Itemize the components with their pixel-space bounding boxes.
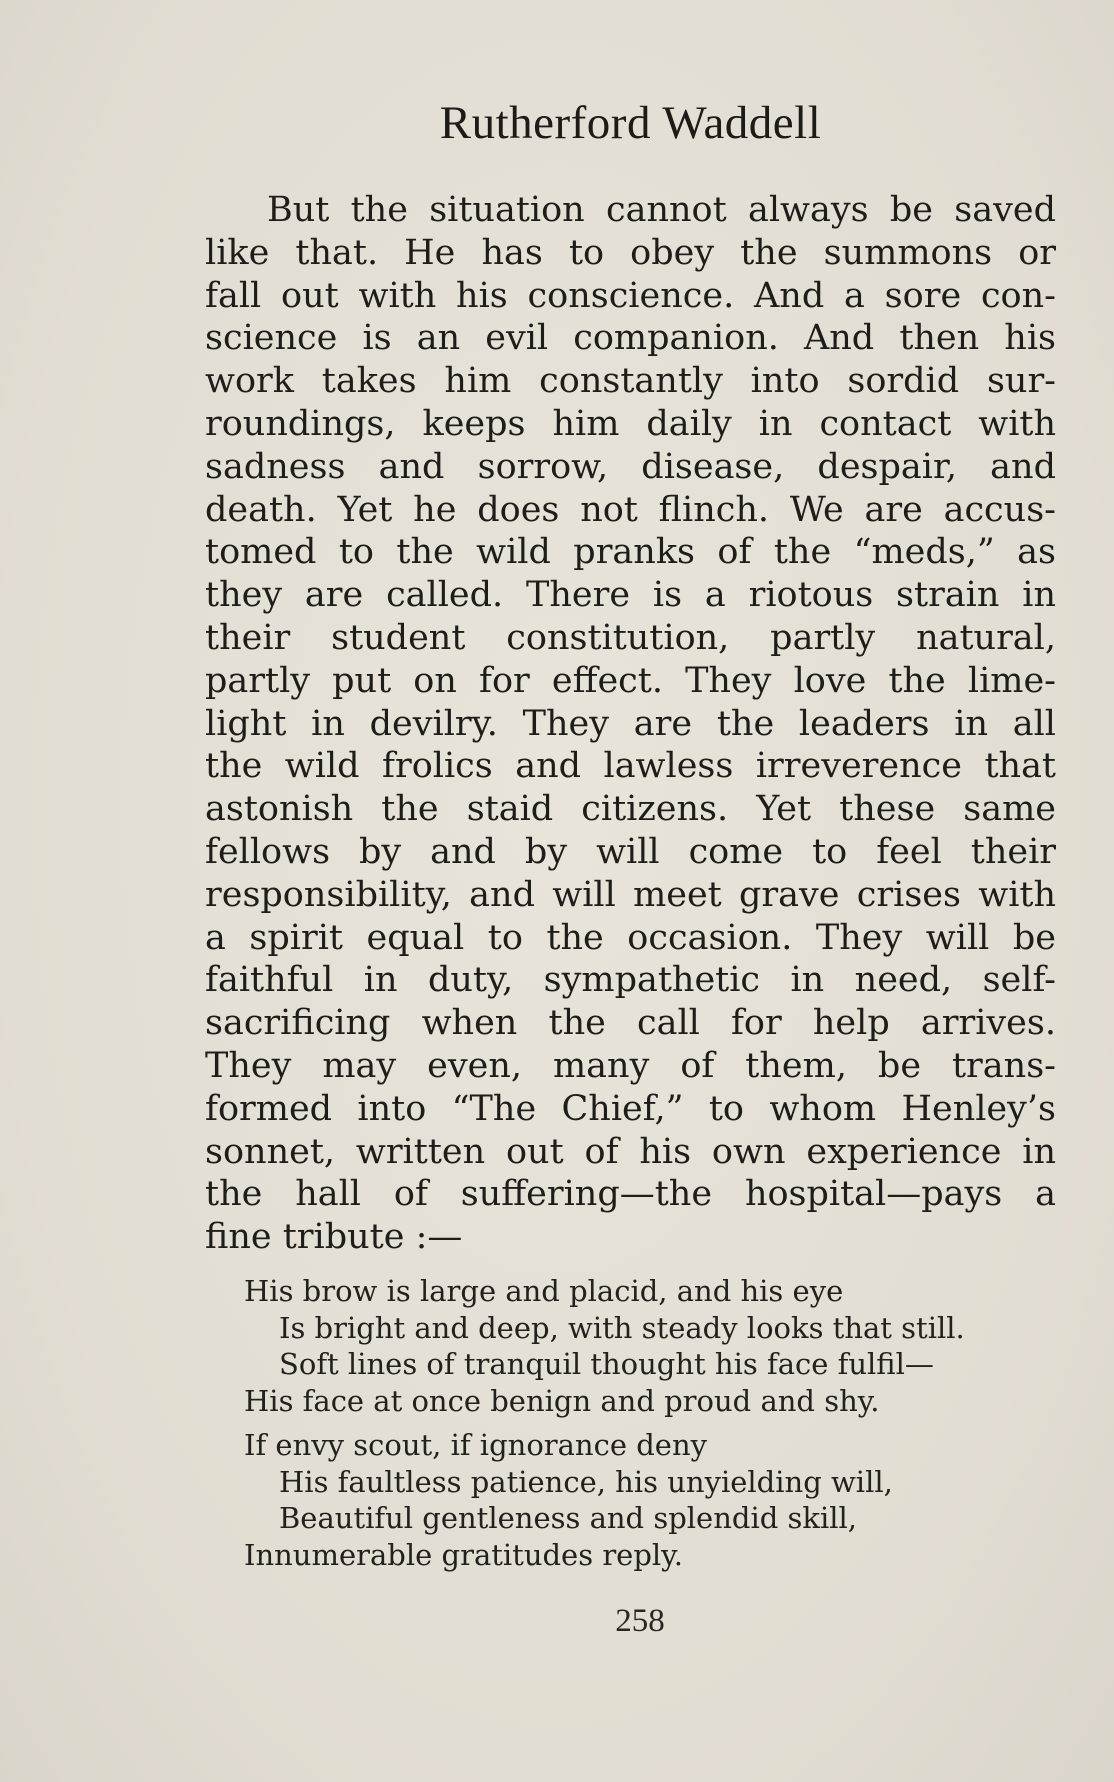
body-line: like that. He has to obey the summons or	[205, 232, 1056, 273]
body-line: science is an evil companion. And then his	[205, 318, 1056, 359]
body-line: They may even, many of them, be trans-	[205, 1045, 1056, 1086]
poem-line: His face at once benign and proud and shy.	[244, 1383, 880, 1418]
poem-line: His faultless patience, his unyielding will,	[279, 1464, 893, 1499]
body-line: light in devilry. They are the leaders in all	[205, 703, 1056, 744]
poem-line: If envy scout, if ignorance deny	[244, 1428, 708, 1462]
poem-line: His brow is large and placid, and his eye	[244, 1274, 844, 1308]
body-line: work takes him constantly into sordid sur-	[205, 361, 1056, 402]
poem-stanza-1	[244, 1273, 1074, 1419]
body-line: sacrificing when the call for help arrives.	[205, 1003, 1056, 1044]
body-line: death. Yet he does not flinch. We are accus-	[205, 489, 1056, 530]
body-line: they are called. There is a riotous strain in	[205, 575, 1056, 616]
body-line: responsibility, and will meet grave crises with	[205, 874, 1056, 915]
body-line: faithful in duty, sympathetic in need, self-	[205, 960, 1056, 1001]
body-line: the wild frolics and lawless irreverence that	[205, 746, 1056, 787]
body-paragraph	[205, 189, 1056, 1259]
body-line: tomed to the wild pranks of the “meds,” as	[205, 532, 1056, 573]
body-line: fall out with his conscience. And a sore con-	[205, 275, 1056, 316]
poem-line: Soft lines of tranquil thought his face fulfil—	[279, 1347, 934, 1381]
body-line: But the situation cannot always be saved	[267, 190, 1056, 230]
running-title: Rutherford Waddell	[439, 97, 822, 149]
body-line: the hall of suffering—the hospital—pays a	[205, 1174, 1056, 1215]
body-line: astonish the staid citizens. Yet these same	[205, 789, 1056, 830]
body-line: fellows by and by will come to feel their	[205, 831, 1056, 872]
body-line: partly put on for effect. They love the lime-	[205, 660, 1056, 701]
body-line: their student constitution, partly natural,	[205, 617, 1056, 658]
poem-line: Innumerable gratitudes reply.	[244, 1537, 683, 1572]
body-line: sadness and sorrow, disease, despair, and	[205, 446, 1056, 487]
body-line: a spirit equal to the occasion. They will be	[205, 917, 1056, 958]
poem-stanza-2	[244, 1427, 1074, 1573]
body-line: roundings, keeps him daily in contact with	[205, 403, 1056, 444]
page-number: 258	[615, 1603, 665, 1639]
body-line: fine tribute :—	[205, 1217, 463, 1258]
body-line: formed into “The Chief,” to whom Henley’s	[205, 1088, 1056, 1129]
poem-line: Is bright and deep, with steady looks that still.	[279, 1310, 965, 1345]
body-line: sonnet, written out of his own experience in	[205, 1131, 1056, 1172]
poem-line: Beautiful gentleness and splendid skill,	[279, 1501, 858, 1535]
